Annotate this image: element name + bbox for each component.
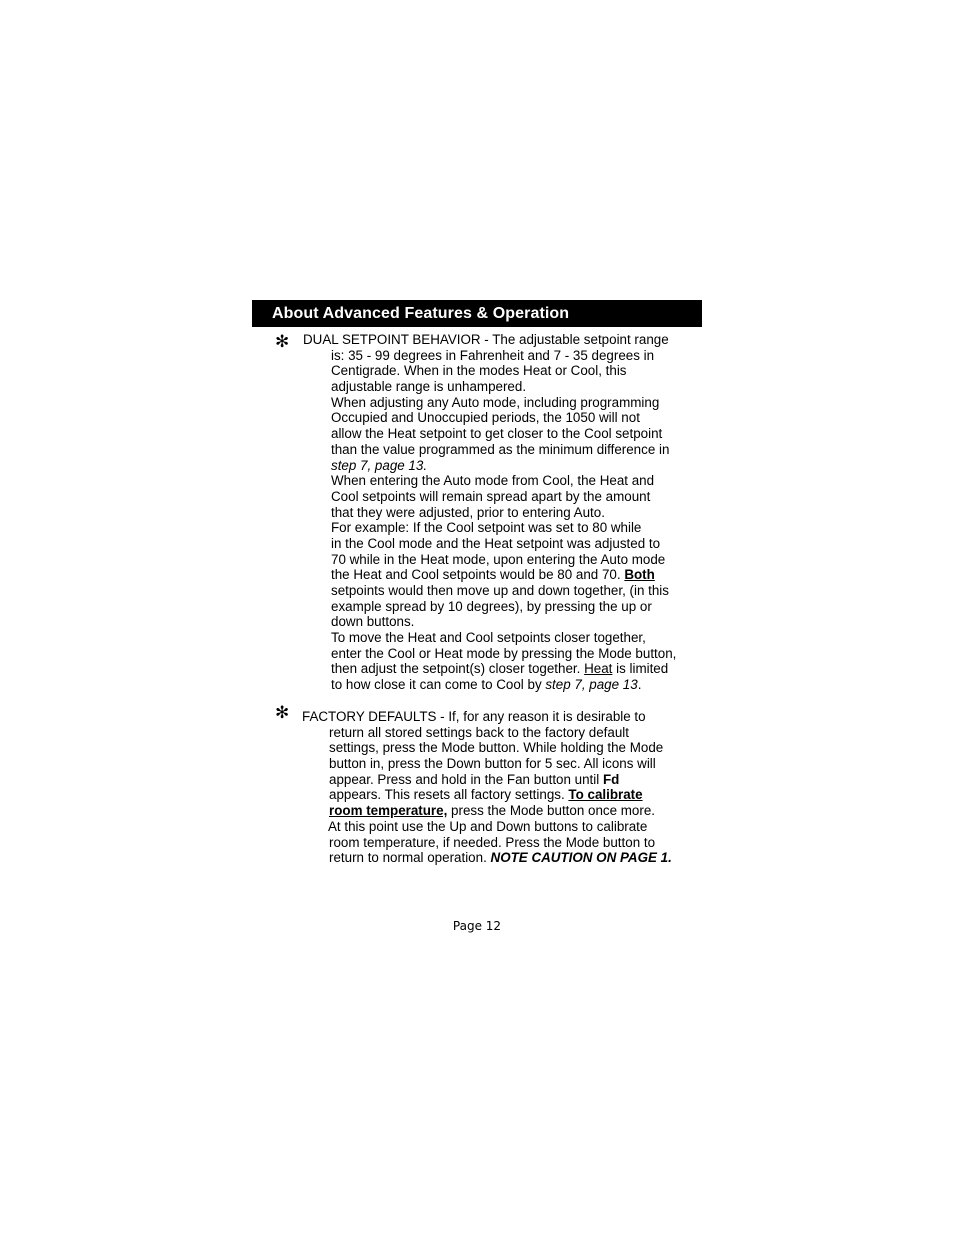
section-header-bar	[252, 300, 702, 327]
text-line: When entering the Auto mode from Cool, the Heat and	[331, 473, 655, 489]
page-number: Page 12	[452, 919, 502, 933]
text-line	[0, 787, 954, 803]
text-fragment: then adjust the setpoint(s) closer together.	[331, 661, 585, 677]
text-line: Cool setpoints will remain spread apart by the amount	[331, 488, 651, 504]
text-line: room temperature, if needed. Press the Mode button to	[329, 834, 656, 850]
text-fragment: return to normal operation.	[329, 850, 491, 866]
text-line: enter the Cool or Heat mode by pressing the Mode button,	[331, 645, 677, 661]
asterisk-bullet-icon: ✻	[275, 332, 290, 352]
emphasis-heat: Heat	[584, 661, 613, 677]
text-fragment: the Heat and Cool setpoints would be 80 and 70.	[331, 567, 625, 583]
text-line: that they were adjusted, prior to entering Auto.	[331, 504, 605, 520]
text-line: 70 while in the Heat mode, upon entering the Auto mode	[331, 551, 666, 567]
text-fragment: to how close it can come to Cool by	[331, 677, 546, 693]
text-line: adjustable range is unhampered.	[331, 379, 527, 395]
text-line: DUAL SETPOINT BEHAVIOR - The adjustable setpoint range	[303, 332, 669, 347]
text-line	[0, 772, 954, 788]
text-line: example spread by 10 degrees), by pressing the up or	[331, 598, 652, 614]
text-line: Occupied and Unoccupied periods, the 1050 will not	[331, 410, 640, 426]
emphasis-room-temperature: room temperature,	[329, 803, 448, 819]
text-line	[0, 677, 954, 693]
text-fragment: .	[637, 677, 642, 693]
page-number-footer	[0, 919, 954, 933]
text-line: allow the Heat setpoint to get closer to the Cool setpoint	[331, 426, 663, 442]
text-line	[0, 661, 954, 677]
text-line: For example: If the Cool setpoint was set to 80 while	[331, 520, 642, 536]
text-line: To move the Heat and Cool setpoints closer together,	[331, 630, 646, 646]
dual-setpoint-paragraph	[0, 332, 954, 693]
text-line	[0, 850, 954, 866]
text-line	[0, 567, 954, 583]
caution-note: NOTE CAUTION ON PAGE 1.	[490, 850, 672, 866]
text-fragment: appear. Press and hold in the Fan button until	[329, 771, 603, 787]
text-line: return all stored settings back to the factory default	[329, 724, 629, 740]
text-line: settings, press the Mode button. While holding the Mode	[329, 740, 664, 756]
emphasis-fd: Fd	[602, 771, 620, 787]
factory-defaults-paragraph	[0, 709, 954, 866]
text-line	[0, 803, 954, 819]
text-line: setpoints would then move up and down together, (in this	[331, 583, 669, 598]
text-line: than the value programmed as the minimum difference in	[331, 441, 670, 457]
text-fragment: press the Mode button once more.	[447, 803, 655, 819]
emphasis-calibrate: To calibrate	[568, 787, 643, 803]
text-fragment: is limited	[612, 661, 669, 677]
text-line: When adjusting any Auto mode, including programming	[331, 394, 660, 410]
text-reference: step 7, page 13	[545, 677, 638, 693]
section-title: About Advanced Features & Operation	[272, 304, 570, 322]
text-line: button in, press the Down button for 5 sec. All icons will	[329, 756, 656, 772]
text-fragment: appears. This resets all factory settings.	[329, 787, 569, 803]
text-line: Centigrade. When in the modes Heat or Cool, this	[331, 363, 627, 379]
emphasis-both: Both	[624, 567, 655, 583]
asterisk-bullet-icon: ✻	[275, 703, 290, 723]
text-line: down buttons.	[331, 614, 415, 630]
text-line: FACTORY DEFAULTS - If, for any reason it is desirable to	[302, 709, 646, 724]
text-line: in the Cool mode and the Heat setpoint was adjusted to	[331, 535, 661, 551]
text-line: is: 35 - 99 degrees in Fahrenheit and 7 - 35 degrees in	[331, 347, 655, 363]
text-line: At this point use the Up and Down buttons to calibrate	[328, 818, 648, 834]
text-line-reference: step 7, page 13.	[331, 457, 428, 473]
